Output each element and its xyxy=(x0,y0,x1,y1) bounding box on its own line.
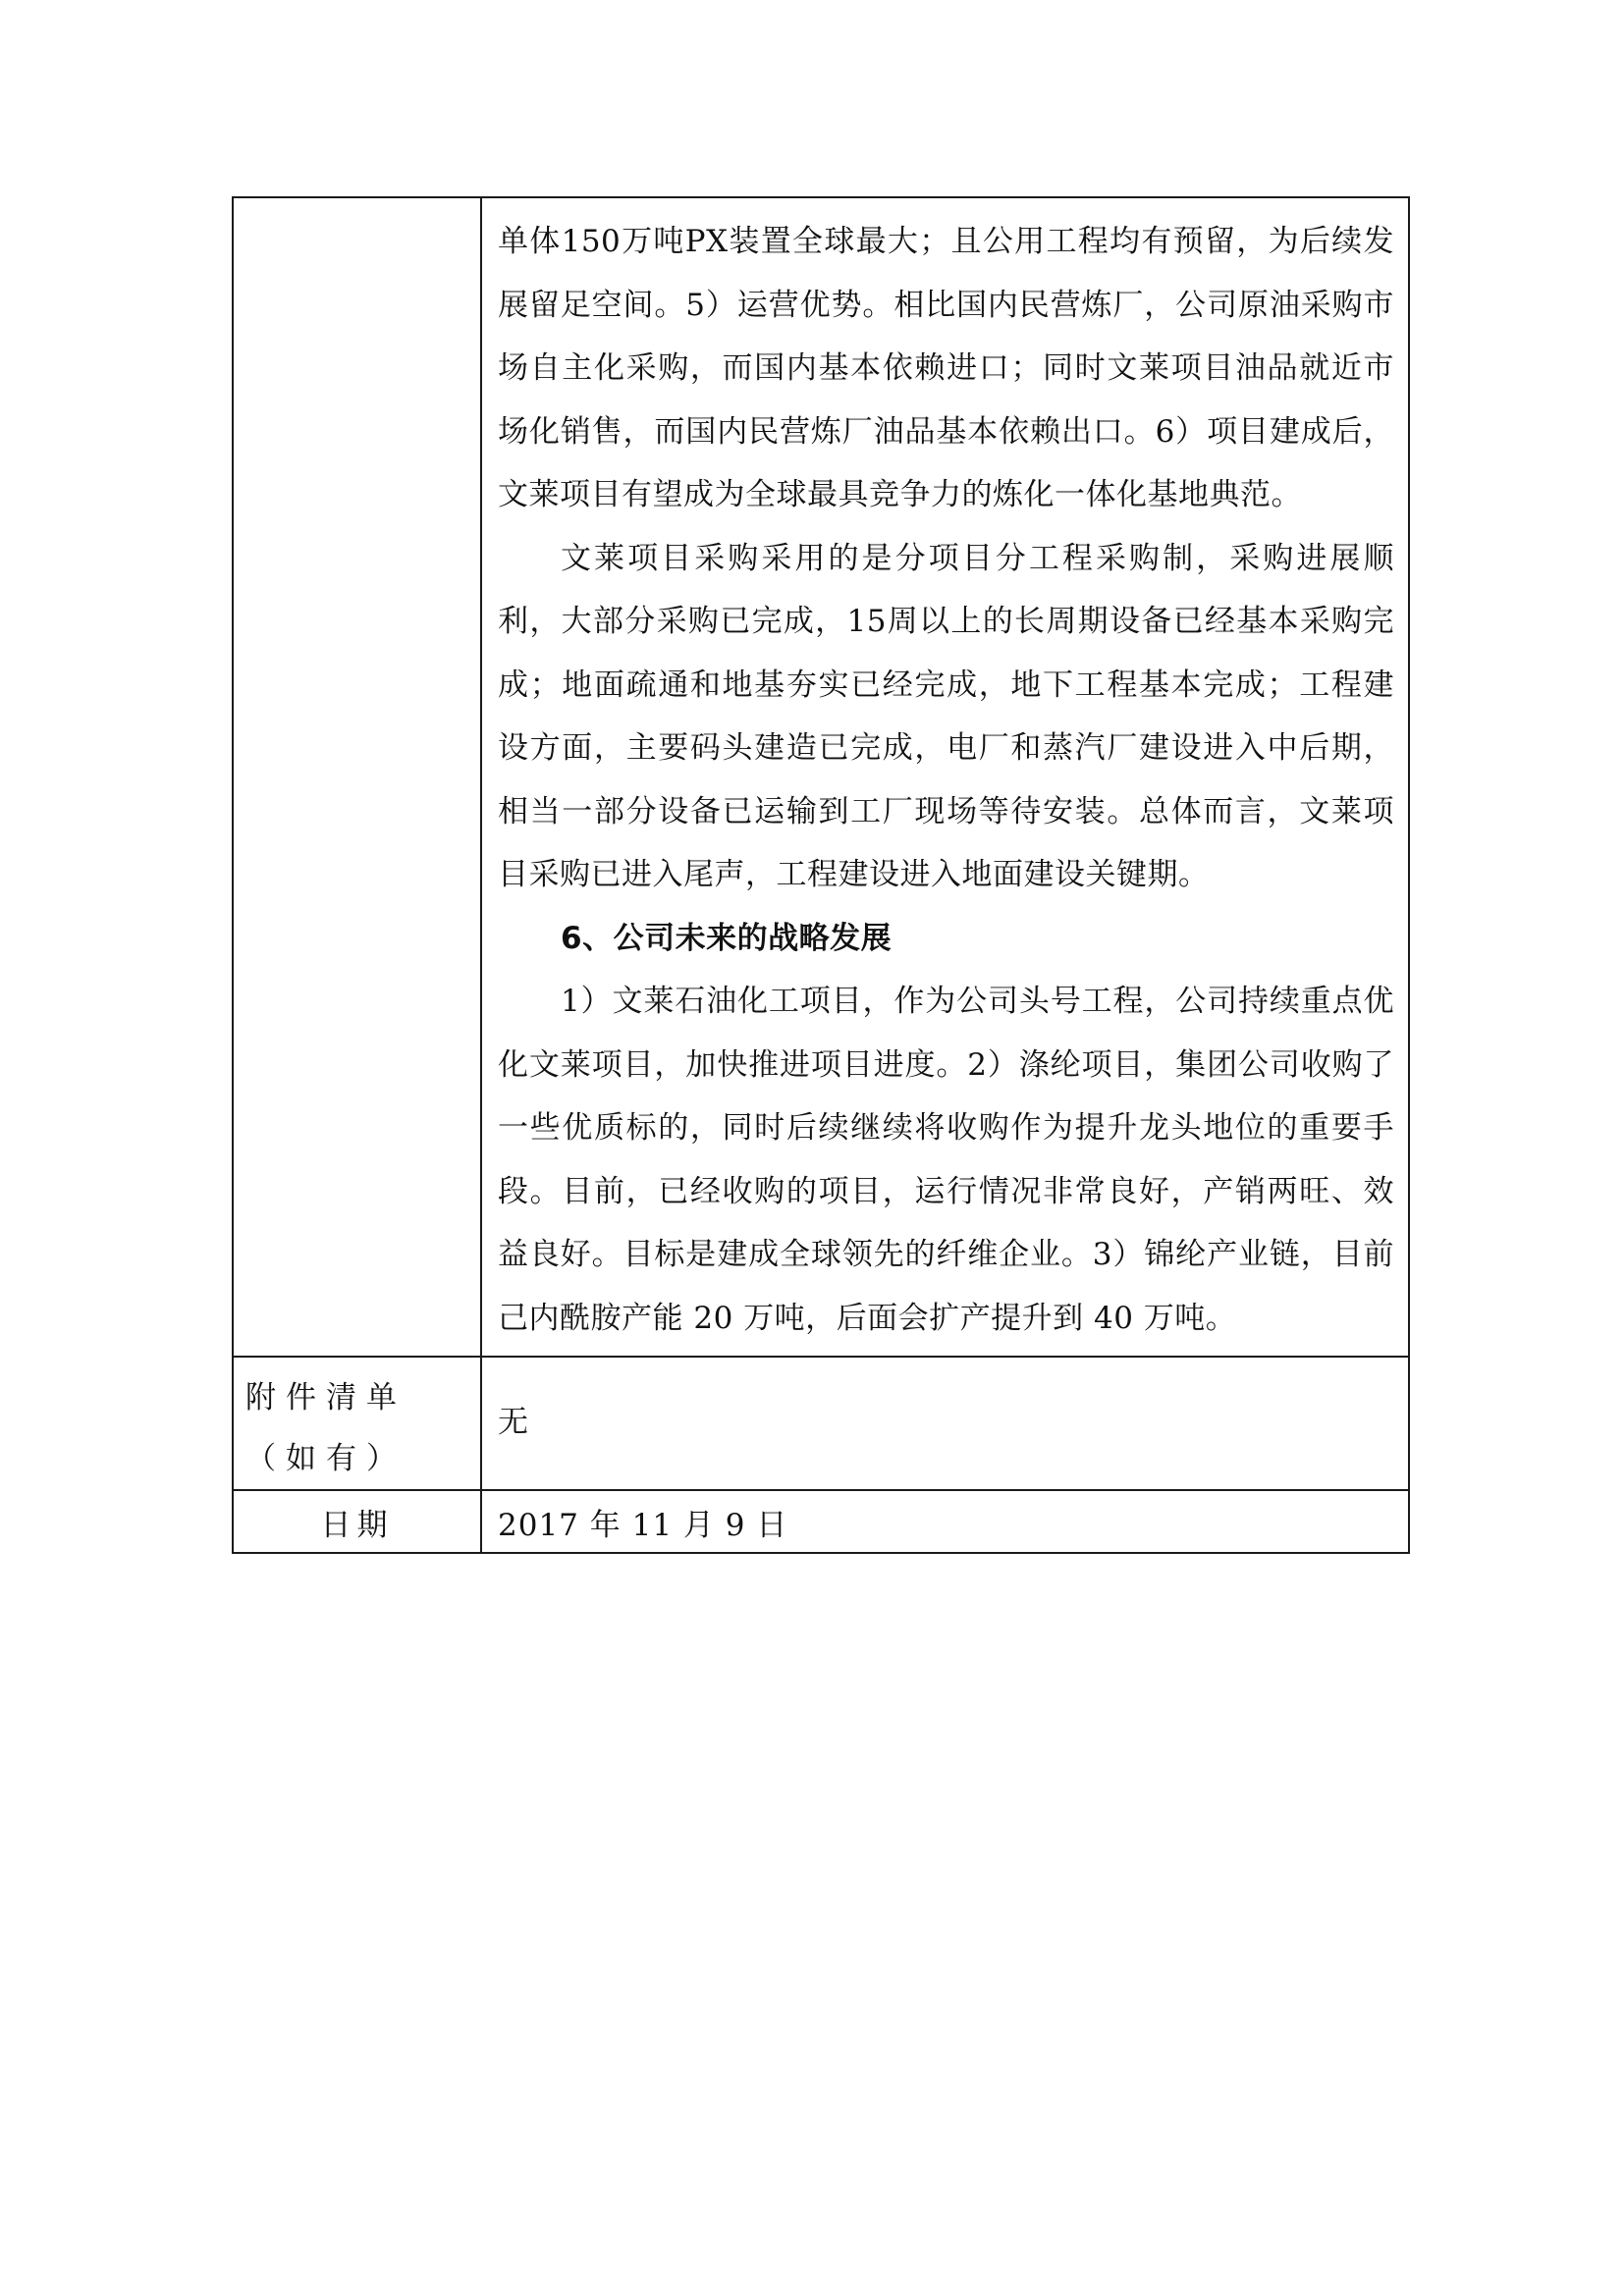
content-row xyxy=(233,197,1409,1357)
date-label: 日期 xyxy=(233,1490,481,1553)
attachments-label: 附件清单（如有） xyxy=(233,1357,481,1490)
section-heading-strategy: 6、公司未来的战略发展 xyxy=(561,920,893,956)
paragraph-procurement: 文莱项目采购采用的是分项目分工程采购制，采购进展顺利，大部分采购已完成，15周以上的长周期设备已经基本采购完成；地面疏通和地基夯实已经完成，地下工程基本完成；工程建设方面，主要码头建造已完成，电厂和蒸汽厂建设进入中后期，相当一部分设备已运输到工厂现场等待安装。总体而言，文莱项目采购已进入尾声，工程建设进入地面建设关键期。 xyxy=(498,540,1394,892)
paragraph-strategy: 1）文莱石油化工项目，作为公司头号工程，公司持续重点优化文莱项目，加快推进项目进度。2）涤纶项目，集团公司收购了一些优质标的，同时后续继续将收购作为提升龙头地位的重要手段。目前，已经收购的项目，运行情况非常良好，产销两旺、效益良好。目标是建成全球领先的纤维企业。3）锦纶产业链，目前己内酰胺产能 20 万吨，后面会扩产提升到 40 万吨。 xyxy=(498,984,1394,1336)
attachments-row xyxy=(233,1357,1409,1490)
content-cell xyxy=(481,197,1409,1357)
date-value: 2017 年 11 月 9 日 xyxy=(481,1490,1409,1553)
empty-label-cell xyxy=(233,197,481,1357)
paragraph-advantages: 单体150万吨PX装置全球最大；且公用工程均有预留，为后续发展留足空间。5）运营优势。相比国内民营炼厂，公司原油采购市场自主化采购，而国内基本依赖进口；同时文莱项目油品就近市场化销售，而国内民营炼厂油品基本依赖出口。6）项目建成后，文莱项目有望成为全球最具竞争力的炼化一体化基地典范。 xyxy=(498,224,1394,512)
date-row xyxy=(233,1490,1409,1553)
document-table xyxy=(232,196,1410,1554)
attachments-value: 无 xyxy=(481,1357,1409,1490)
